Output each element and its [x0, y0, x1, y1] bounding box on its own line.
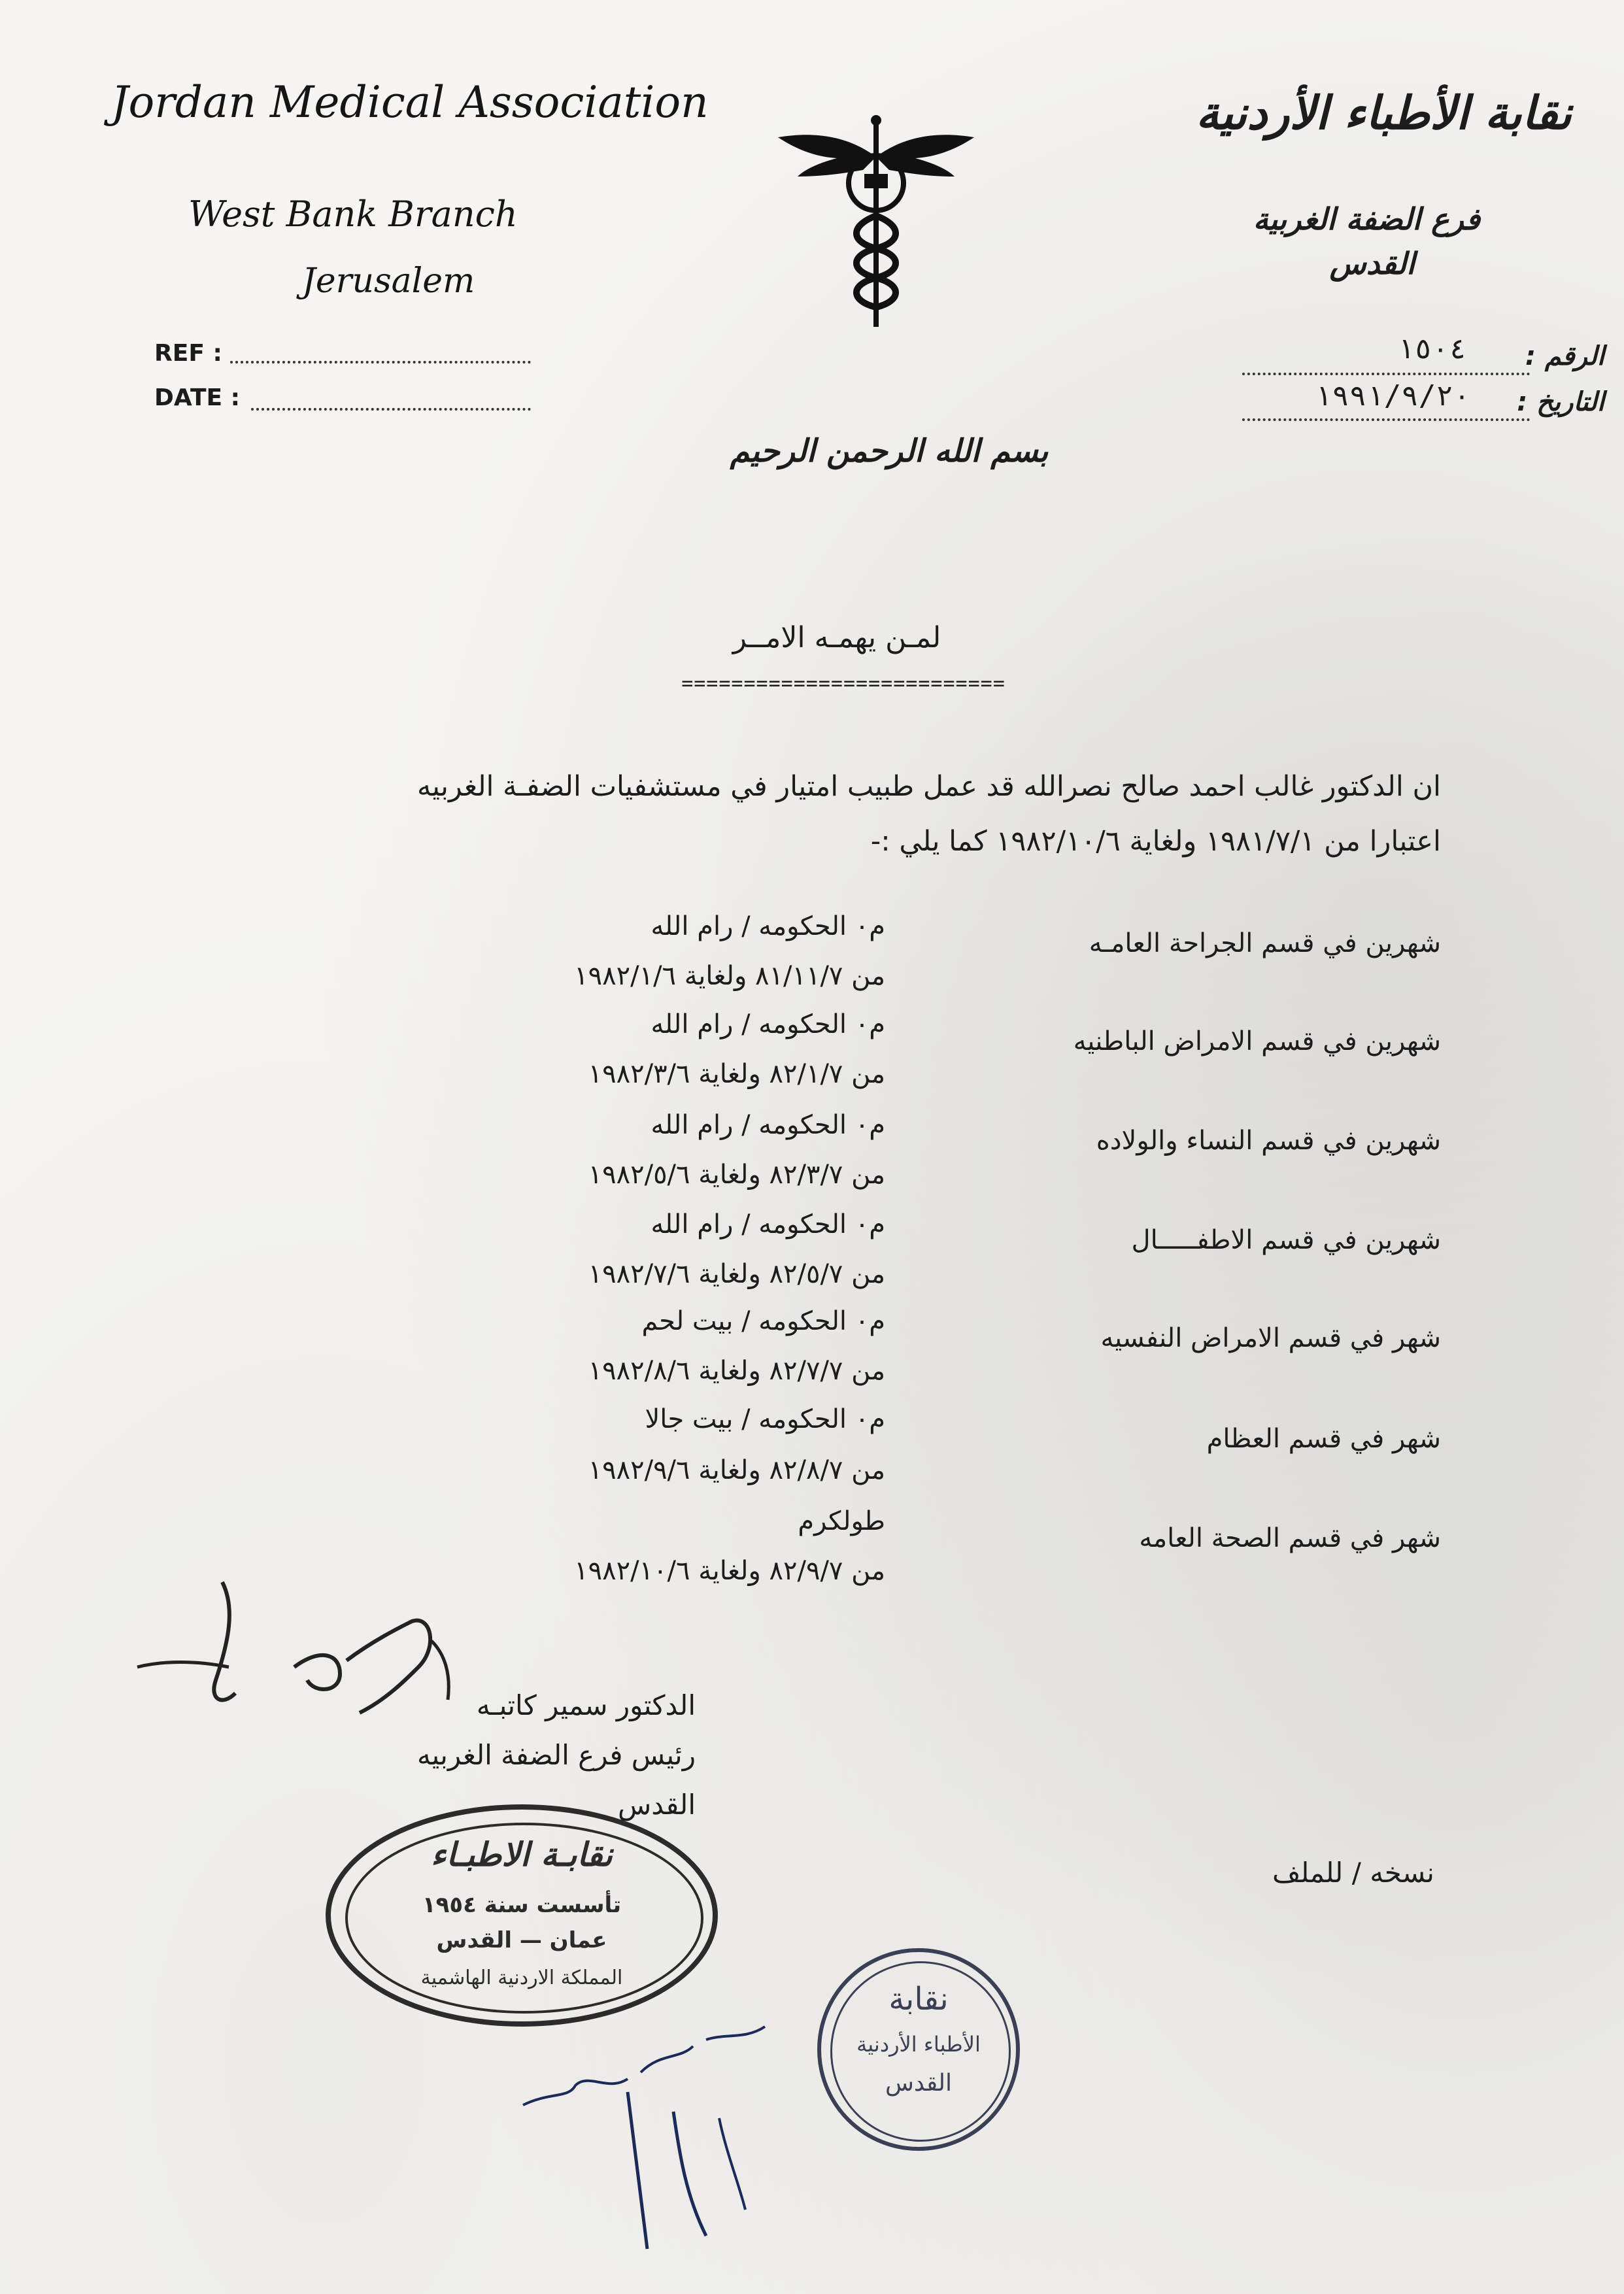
signatory-city: القدس — [617, 1789, 696, 1821]
rotation-dept: شهر في قسم الامراض النفسيه — [1100, 1323, 1441, 1353]
rotation-period: من ٨٢/٥/٧ ولغاية ١٩٨٢/٧/٦ — [588, 1259, 885, 1289]
rotation-place: طولكرم — [798, 1506, 885, 1536]
rotation-dept: شهرين في قسم الامراض الباطنيه — [1073, 1026, 1441, 1056]
branch-name-ar: فرع الضفة الغربية — [1253, 201, 1480, 237]
basmala: بسم الله الرحمن الرحيم — [730, 433, 1049, 469]
rotation-place: م٠ الحكومه / رام الله — [651, 911, 885, 941]
caduceus-emblem-icon — [771, 111, 981, 333]
rotation-place: م٠ الحكومه / رام الله — [651, 1009, 885, 1039]
oval-stamp-line-3: عمان — القدس — [436, 1927, 607, 1953]
signatory-title: رئيس فرع الضفة الغربيه — [417, 1739, 696, 1771]
handwritten-note — [510, 2014, 850, 2262]
heading-rule: ========================== — [681, 672, 1006, 695]
number-label-ar: الرقم : — [1525, 341, 1604, 371]
ref-dotted-line — [230, 361, 531, 363]
rotation-period: من ٨٢/١/٧ ولغاية ١٩٨٢/٣/٦ — [588, 1059, 885, 1089]
heading-to-whom: لمـن يهمـه الامــر — [732, 621, 941, 654]
rotation-period: من ٨٢/٣/٧ ولغاية ١٩٨٢/٥/٦ — [588, 1160, 885, 1190]
ref-label: REF : — [154, 340, 222, 367]
org-name-en: Jordan Medical Association — [111, 77, 709, 127]
rotation-dept: شهر في قسم الصحة العامه — [1139, 1523, 1441, 1553]
rotation-period: من ٨١/١١/٧ ولغاية ١٩٨٢/١/٦ — [574, 961, 885, 991]
date-dotted-line — [251, 408, 531, 411]
number-dotted-line — [1242, 373, 1530, 375]
date-label: DATE : — [154, 384, 241, 411]
oval-stamp-line-1: نقابـة الاطبـاء — [431, 1836, 613, 1874]
rotation-place: م٠ الحكومه / رام الله — [651, 1110, 885, 1140]
rotation-dept: شهرين في قسم الاطفـــــال — [1131, 1225, 1441, 1255]
round-stamp-line-3: القدس — [885, 2070, 953, 2097]
city-name-ar: القدس — [1329, 246, 1415, 281]
oval-stamp-line-2: تأسست سنة ١٩٥٤ — [422, 1892, 622, 1918]
signatory-name: الدكتور سمير كاتبـه — [476, 1689, 696, 1721]
oval-stamp — [326, 1804, 718, 2027]
copy-note: نسخه / للملف — [1272, 1857, 1434, 1889]
rotation-place: م٠ الحكومه / رام الله — [651, 1209, 885, 1240]
rotation-period: من ٨٢/٩/٧ ولغاية ١٩٨٢/١٠/٦ — [574, 1556, 885, 1586]
rotation-dept: شهر في قسم العظام — [1206, 1424, 1441, 1454]
city-name-en: Jerusalem — [302, 261, 475, 301]
date-label-ar: التاريخ : — [1517, 387, 1604, 417]
date-dotted-line-ar — [1242, 418, 1530, 421]
intro-line-2: اعتبارا من ١٩٨١/٧/١ ولغاية ١٩٨٢/١٠/٦ كما يلي :- — [870, 825, 1441, 858]
intro-line-1: ان الدكتور غالب احمد صالح نصرالله قد عمل طبيب امتيار في مستشفيات الضفـة الغربيه — [416, 770, 1441, 803]
rotation-place: م٠ الحكومه / بيت جالا — [645, 1404, 885, 1434]
org-name-ar: نقابة الأطباء الأردنية — [1196, 86, 1572, 140]
round-stamp-line-1: نقابة — [888, 1981, 949, 2017]
rotation-dept: شهرين في قسم النساء والولاده — [1096, 1126, 1441, 1156]
branch-name-en: West Bank Branch — [188, 194, 518, 235]
round-stamp-line-2: الأطباء الأردنية — [856, 2032, 981, 2057]
rotation-dept: شهرين في قسم الجراحة العامـه — [1089, 928, 1441, 958]
oval-stamp-line-4: المملكة الاردنية الهاشمية — [420, 1966, 623, 1989]
rotation-period: من ٨٢/٨/٧ ولغاية ١٩٨٢/٩/٦ — [588, 1455, 885, 1485]
number-value: ١٥٠٤ — [1397, 332, 1466, 365]
rotation-place: م٠ الحكومه / بيت لحم — [641, 1306, 885, 1336]
rotation-period: من ٨٢/٧/٧ ولغاية ١٩٨٢/٨/٦ — [588, 1356, 885, 1386]
date-value: ١٩٩١/٩/٢٠ — [1314, 379, 1471, 413]
